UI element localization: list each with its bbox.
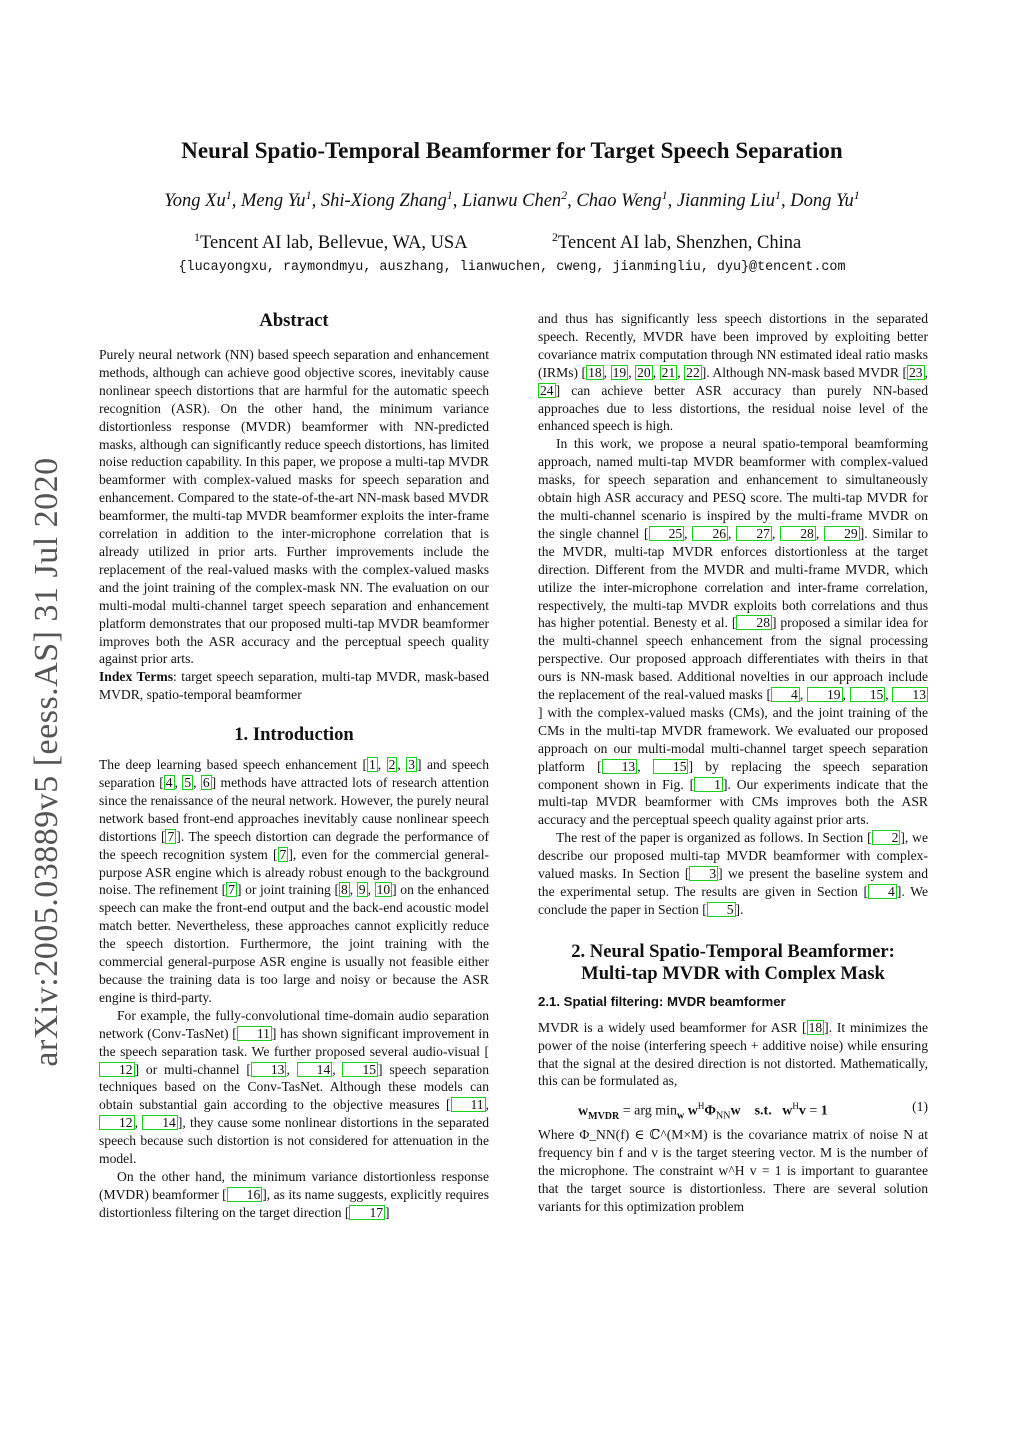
introduction-heading: 1. Introduction: [234, 724, 354, 746]
citation-link[interactable]: 7: [279, 846, 287, 862]
citation-link[interactable]: 28: [736, 615, 772, 630]
citation-link[interactable]: 1: [694, 777, 723, 792]
citation-link[interactable]: 2: [388, 757, 396, 773]
citation-link[interactable]: 19: [807, 687, 843, 702]
citation-link[interactable]: 24: [540, 382, 554, 398]
citation-link[interactable]: 13: [602, 759, 638, 774]
author-emails: {lucayongxu, raymondmyu, auszhang, lianwuchen, cweng, jianmingliu, dyu}@tencent.com: [178, 260, 846, 275]
citation-link[interactable]: 15: [850, 687, 886, 702]
citation-link[interactable]: 17: [349, 1205, 385, 1220]
citation-link[interactable]: 18: [808, 1019, 823, 1035]
author-name: Yong Xu$^1$: [164, 188, 232, 212]
col2-paragraph-2: In this work, we propose a neural spatio-temporal beamforming approach, named multi-tap MVDR beamformer with complex-valued masks, for speech separation and enhancement to simultaneously obtain high ASR accuracy and PESQ score. The multi-tap MVDR for the multi-channel scenario is inspired by the multi-frame MVDR on the single channel [ 25 , 26 , 27 , 28 , 29 ]. Similar to the MVDR, multi-tap MVDR enforces distortionless at the target direction. Different from the MVDR and multi-frame MVDR, which utilize the inter-microphone correlation and inter-frame correlation, respectively, the multi-tap MVDR exploits both correlations and thus has higher potential. Benesty et al. [ 28 ] proposed a similar idea for the multi-channel speech enhancement from the signal processing perspective. Our proposed approach differentiates with theirs in that ours is NN-mask based. Additional novelties in our approach include the replacement of the real-valued masks [ 4 , 19 , 15 , 13] with the complex-valued masks (CMs), and the joint training of the CMs in the multi-tap MVDR framework. We evaluated our proposed approach on our multi-modal multi-channel target speech separation platform [ 13 , 15 ] by replacing the speech separation component shown in Fig. [ 1 ]. Our experiments indicate that the multi-tap MVDR beamformer with CMs improves both the ASR accuracy and the perceptual speech quality against prior arts.: [538, 436, 929, 828]
citation-link[interactable]: 15: [653, 759, 689, 774]
citation-link[interactable]: 7: [228, 882, 235, 898]
citation-link[interactable]: 2: [872, 830, 901, 845]
citation-link[interactable]: 28: [780, 526, 816, 541]
citation-link[interactable]: 19: [612, 364, 627, 380]
intro-paragraph-1: The deep learning based speech enhancement [ 1 , 2 , 3 ] and speech separation [ 4 , 5 , 6 ] methods have attracted lots of research attention since the renaissance of the neural network. However, the purely neural network based front-end approaches inevitably cause nonlinear speech distortions [ 7 ]. The speech distortion can degrade the performance of the speech recognition system [ 7 ], even for the commercial general-purpose ASR engine which is already robust enough to the background noise. The refinement [ 7 ] or joint training [ 8 , 9 , 10 ] on the enhanced speech can make the front-end output and the back-end acoustic model match better. Nevertheless, these approaches cannot explicitly reduce the speech distortion. Furthermore, the joint training with the commercial general-purpose ASR engine is usually not feasible either because the training data is too large and noisy or because the ASR engine is third-party.: [99, 757, 490, 1005]
affiliation-2: $^2$Tencent AI lab, Shenzhen, China: [552, 230, 802, 254]
citation-link[interactable]: 13: [251, 1062, 287, 1077]
author-name: Dong Yu$^1$: [790, 188, 860, 212]
citation-link[interactable]: 14: [297, 1062, 333, 1077]
arxiv-stamp: arXiv:2005.03889v5 [eess.AS] 31 Jul 2020: [28, 457, 65, 1067]
right-column: [538, 310, 928, 1216]
citation-link[interactable]: 13: [892, 687, 928, 702]
citation-link[interactable]: 3: [408, 757, 416, 773]
citation-link[interactable]: 3: [689, 866, 718, 881]
abstract-text: Purely neural network (NN) based speech separation and enhancement methods, although can achieve good objective scores, inevitably cause nonlinear speech distortions that are harmful for the automatic speech recognition (ASR). On the other hand, the minimum variance distortionless response (MVDR) beamformer with NN-predicted masks, although can significantly reduce speech distortions, has limited noise reduction capability. In this paper, we propose a multi-tap MVDR beamformer with complex-valued masks for speech separation and enhancement. Compared to the state-of-the-art NN-mask based MVDR beamformer, the multi-tap MVDR beamformer exploits the inter-frame correlation in addition to the inter-microphone correlation that is already utilized in prior arts. Further improvements include the replacement of the real-valued masks with the complex-valued masks and the joint training of the complex-mask NN. The evaluation on our multi-modal multi-channel target speech separation and enhancement platform demonstrates that our proposed multi-tap MVDR beamformer improves both the ASR accuracy and the perceptual speech quality against prior arts.: [99, 347, 489, 667]
equation-1-number: (1): [912, 1099, 928, 1115]
equation-1-formula: $w_{MVDR}$ = arg $\min_w w^H\Phi_{NN}w$ s.t. $w^Hv = 1$: [578, 1101, 828, 1122]
author-name: Meng Yu$^1$: [240, 188, 312, 212]
citation-link[interactable]: 16: [227, 1187, 263, 1202]
citation-link[interactable]: 27: [736, 526, 772, 541]
citation-link[interactable]: 23: [909, 364, 923, 380]
citation-link[interactable]: 5: [707, 902, 736, 917]
section2-heading-line2: Multi-tap MVDR with Complex Mask: [581, 962, 885, 984]
citation-link[interactable]: 25: [649, 526, 685, 541]
citation-link[interactable]: 12: [99, 1062, 135, 1077]
citation-link[interactable]: 10: [376, 882, 391, 898]
citation-link[interactable]: 7: [167, 828, 175, 844]
citation-link[interactable]: 11: [237, 1026, 272, 1041]
citation-link[interactable]: 20: [637, 364, 651, 380]
citation-link[interactable]: 22: [686, 364, 700, 380]
citation-link[interactable]: 12: [99, 1115, 135, 1130]
author-name: Shi-Xiong Zhang$^1$: [320, 188, 453, 212]
citation-link[interactable]: 18: [588, 364, 602, 380]
author-list: Yong Xu$^1$, Meng Yu$^1$, Shi-Xiong Zhang$^1$, Lianwu Chen$^2$, Chao Weng$^1$, Jianming Liu$^1$, Dong Yu$^1$: [164, 188, 860, 212]
abstract-heading: Abstract: [259, 310, 329, 331]
intro-paragraph-3: On the other hand, the minimum variance distortionless response (MVDR) beamformer [ 16 ], as its name suggests, explicitly requires distortionless filtering on the target direction [ 17 ]: [99, 1168, 489, 1220]
citation-link[interactable]: 4: [165, 775, 173, 791]
index-terms: Index Terms: target speech separation, multi-tap MVDR, mask-based MVDR, spatio-temporal beamformer: [99, 669, 489, 703]
citation-link[interactable]: 14: [142, 1115, 178, 1130]
citation-link[interactable]: 11: [451, 1097, 486, 1112]
col2-paragraph-3: The rest of the paper is organized as follows. In Section [ 2 ], we describe our proposed multi-tap MVDR beamformer with complex-valued masks. In Section [ 3 ] we present the baseline system and the experimental setup. The results are given in Section [ 4 ]. We conclude the paper in Section [ 5 ].: [538, 830, 929, 917]
citation-link[interactable]: 5: [184, 775, 192, 791]
citation-link[interactable]: 4: [771, 687, 800, 702]
section2-heading-line1: 2. Neural Spatio-Temporal Beamformer:: [571, 940, 895, 962]
mvdr-paragraph: MVDR is a widely used beamformer for ASR [ 18 ]. It minimizes the power of the noise (interfering speech + additive noise) while ensuring that the signal at the desired direction is not distorted. Mathematically, this can be formulated as,: [538, 1019, 928, 1089]
author-name: Jianming Liu$^1$: [676, 188, 781, 212]
author-name: Chao Weng$^1$: [576, 188, 668, 212]
citation-link[interactable]: 1: [369, 757, 376, 773]
citation-link[interactable]: 15: [342, 1062, 378, 1077]
subsection-2-1-heading: 2.1. Spatial filtering: MVDR beamformer: [538, 993, 786, 1009]
citation-link[interactable]: 26: [692, 526, 728, 541]
intro-paragraph-2: For example, the fully-convolutional time-domain audio separation network (Conv-TasNet) [ 11 ] has shown significant improvement in the speech separation task. We further proposed several audio-visual [12 ] or multi-channel [ 13 , 14 , 15 ] speech separation techniques based on the Conv-TasNet. Although these models can obtain substantial gain according to the objective measures [ 11 , 12 , 14 ], they cause some nonlinear distortions in the separated speech because such distortion is not considered for attenuation in the model.: [99, 1007, 490, 1167]
left-column: [99, 310, 489, 1222]
affiliation-1: $^1$Tencent AI lab, Bellevue, WA, USA: [194, 230, 468, 254]
author-name: Lianwu Chen$^2$: [461, 188, 568, 212]
where-paragraph: Where Φ_NN(f) ∈ ℂ^(M×M) is the covariance matrix of noise N at frequency bin f and v is the target steering vector. M is the number of the microphone. The constraint w^H v = 1 is important to guarantee that the target source is distortionless. There are several solution variants for this optimization problem: [538, 1127, 928, 1214]
paper-title: Neural Spatio-Temporal Beamformer for Target Speech Separation: [181, 138, 843, 163]
citation-link[interactable]: 8: [340, 882, 348, 898]
citation-link[interactable]: 29: [824, 526, 860, 541]
equation-1: [538, 1090, 928, 1126]
citation-link[interactable]: 21: [661, 364, 676, 380]
citation-link[interactable]: 6: [202, 775, 210, 791]
col2-paragraph-1: and thus has significantly less speech distortions in the separated speech. Recently, MVDR have been improved by exploiting better covariance matrix computation through NN estimated ideal ratio masks (IRMs) [ 18 , 19 , 20 , 21 , 22 ]. Although NN-mask based MVDR [ 23 , 24 ] can achieve better ASR accuracy than purely NN-based approaches due to less distortions, the residual noise level of the enhanced speech is high.: [538, 311, 928, 434]
citation-link[interactable]: 4: [868, 884, 897, 899]
citation-link[interactable]: 9: [358, 882, 366, 898]
